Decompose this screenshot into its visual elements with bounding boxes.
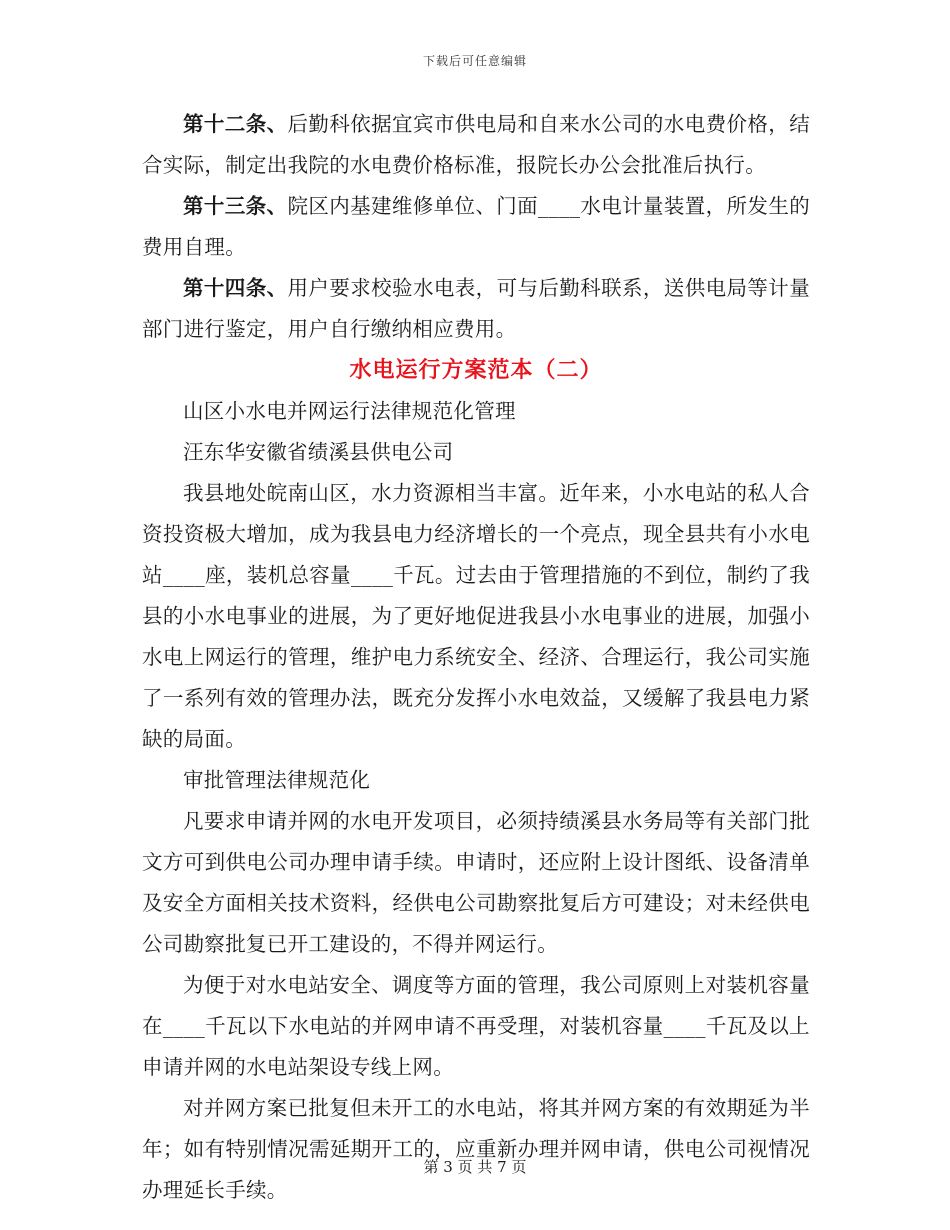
paragraph-author: 汪东华安徽省绩溪县供电公司 bbox=[183, 440, 454, 464]
paragraph-subtitle: 山区小水电并网运行法律规范化管理 bbox=[183, 399, 516, 423]
article-14 bbox=[142, 268, 810, 350]
paragraph: 我县地处皖南山区，水力资源相当丰富。近年来，小水电站的私人合资投资极大增加，成为我县电力经济增长的一个亮点，现全县共有小水电站____座，装机总容量____千瓦。过去由于管理措施的不到位，制约了我县的小水电事业的进展，为了更好地促进我县小水电事业的进展，加强小水电上网运行的管理，维护电力系统安全、经济、合理运行，我公司实施了一系列有效的管理办法，既充分发挥小水电效益，又缓解了我县电力紧缺的局面。 bbox=[142, 481, 810, 751]
header-note: 下载后可任意编辑 bbox=[422, 54, 527, 68]
article-number: 第十二条、 bbox=[183, 112, 288, 136]
article-12 bbox=[142, 104, 810, 186]
paragraph-heading: 审批管理法律规范化 bbox=[183, 768, 371, 792]
paragraph: 为便于对水电站安全、调度等方面的管理，我公司原则上对装机容量在____千瓦以下水电站的并网申请不再受理，对装机容量____千瓦及以上申请并网的水电站架设专线上网。 bbox=[142, 973, 810, 1079]
article-13 bbox=[142, 186, 810, 268]
article-text: 用户要求校验水电表，可与后勤科联系，送供电局等计量部门进行鉴定，用户自行缴纳相应费用。 bbox=[142, 276, 811, 341]
article-text: 院区内基建维修单位、门面____水电计量装置，所发生的费用自理。 bbox=[142, 194, 810, 259]
article-number: 第十三条、 bbox=[183, 194, 288, 218]
page-number: 第 3 页 共 7 页 bbox=[423, 1158, 527, 1176]
paragraph: 对并网方案已批复但未开工的水电站，将其并网方案的有效期延为半年；如有特别情况需延期开工的，应重新办理并网申请，供电公司视情况办理延长手续。 bbox=[142, 1096, 810, 1202]
article-number: 第十四条、 bbox=[183, 276, 288, 300]
document-body bbox=[142, 104, 810, 1211]
section-title: 水电运行方案范本（二） bbox=[349, 357, 603, 383]
paragraph: 凡要求申请并网的水电开发项目，必须持绩溪县水务局等有关部门批文方可到供电公司办理申请手续。申请时，还应附上设计图纸、设备清单及安全方面相关技术资料，经供电公司勘察批复后方可建设；对未经供电公司勘察批复已开工建设的，不得并网运行。 bbox=[142, 809, 810, 956]
article-text: 后勤科依据宜宾市供电局和自来水公司的水电费价格，结合实际，制定出我院的水电费价格标准，报院长办公会批准后执行。 bbox=[142, 112, 811, 177]
